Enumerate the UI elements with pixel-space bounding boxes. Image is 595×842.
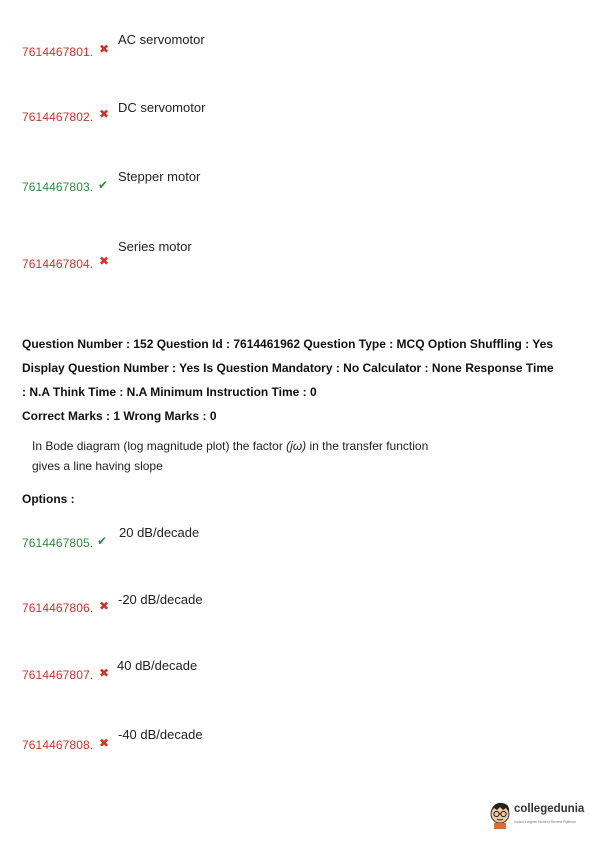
options-label: Options : bbox=[22, 492, 75, 506]
question-meta-line: : N.A Think Time : N.A Minimum Instruction Time : 0 bbox=[22, 385, 317, 399]
logo-tagline: India's Largest Student Review Platform bbox=[514, 820, 577, 824]
question-text-line bbox=[32, 436, 552, 456]
wrong-mark-icon: ✖ bbox=[99, 736, 110, 750]
option-id: 7614467808. bbox=[22, 738, 94, 752]
wrong-mark-icon: ✖ bbox=[99, 42, 110, 56]
option-text: -40 dB/decade bbox=[118, 727, 203, 742]
option-row bbox=[0, 168, 595, 208]
question-text-line: gives a line having slope bbox=[32, 459, 163, 473]
option-id: 7614467803. bbox=[22, 180, 94, 194]
wrong-mark-icon: ✖ bbox=[99, 107, 110, 121]
option-text: Series motor bbox=[118, 239, 192, 254]
option-id: 7614467801. bbox=[22, 45, 94, 59]
option-text: 20 dB/decade bbox=[119, 525, 200, 540]
question-marks: Correct Marks : 1 Wrong Marks : 0 bbox=[22, 409, 217, 423]
collegedunia-logo bbox=[488, 800, 588, 832]
question-text-math: (jω) bbox=[286, 439, 307, 453]
option-id: 7614467804. bbox=[22, 257, 94, 271]
question-text-part: In Bode diagram (log magnitude plot) the factor bbox=[32, 439, 287, 453]
option-text: DC servomotor bbox=[118, 100, 206, 115]
option-row bbox=[0, 238, 595, 278]
wrong-mark-icon: ✖ bbox=[99, 254, 110, 268]
option-row bbox=[0, 726, 595, 766]
question-meta bbox=[22, 332, 582, 428]
logo-name: collegedunia bbox=[514, 803, 585, 815]
option-row bbox=[0, 99, 595, 139]
question-text-part: in the transfer function bbox=[306, 439, 429, 453]
option-row bbox=[0, 591, 595, 631]
correct-mark-icon: ✔ bbox=[98, 178, 109, 192]
option-text: Stepper motor bbox=[118, 169, 201, 184]
correct-mark-icon: ✔ bbox=[97, 534, 108, 548]
question-text bbox=[32, 436, 552, 476]
option-text: -20 dB/decade bbox=[118, 592, 203, 607]
option-row bbox=[0, 657, 595, 697]
option-id: 7614467806. bbox=[22, 601, 94, 615]
option-id: 7614467802. bbox=[22, 110, 94, 124]
wrong-mark-icon: ✖ bbox=[99, 599, 110, 613]
option-text: 40 dB/decade bbox=[117, 658, 198, 673]
question-meta-line: Display Question Number : Yes Is Question Mandatory : No Calculator : None Response Time bbox=[22, 361, 554, 375]
mascot-icon bbox=[488, 800, 512, 830]
option-row bbox=[0, 524, 595, 564]
option-id: 7614467805. bbox=[22, 536, 94, 550]
option-text: AC servomotor bbox=[118, 32, 205, 47]
option-id: 7614467807. bbox=[22, 668, 94, 682]
question-meta-line: Question Number : 152 Question Id : 7614461962 Question Type : MCQ Option Shuffling : Yes bbox=[22, 337, 553, 351]
option-row bbox=[0, 30, 595, 70]
wrong-mark-icon: ✖ bbox=[99, 666, 110, 680]
